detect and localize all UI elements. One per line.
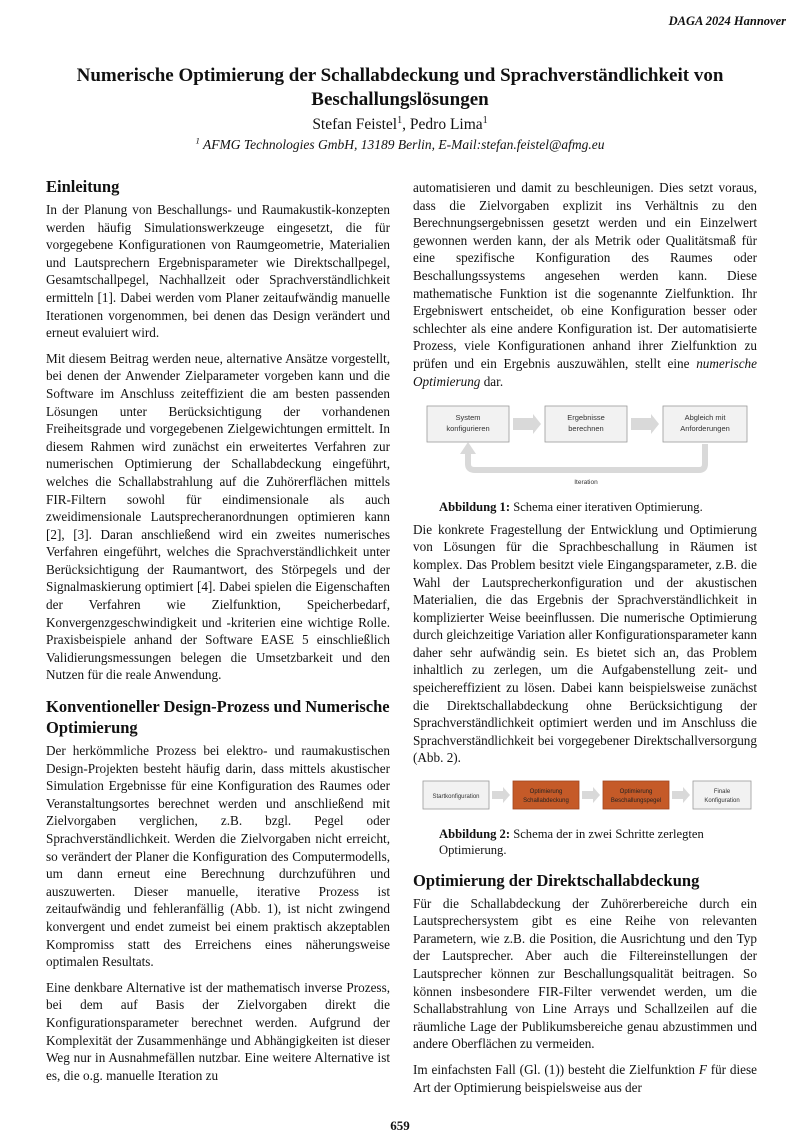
paragraph: In der Planung von Beschallungs- und Raumakustik-konzepten werden häufig Simulationswerkzeuge eingesetzt, die für vorgegebene Konfigurationen von Raumgeometrie, Materialien und Lautsprechern Ergebnisparameter wie Direktschallpegel, Gesamtschallpegel, Nachhallzeit oder Sprachverständlichkeit ermitteln [1]. Dabei werden vom Planer zeitaufwändig manuelle Iterationen vorgenommen, bei denen das Design verändert und erneut evaluiert wird. — [46, 202, 390, 341]
stage-3-line-2: Beschallungspegel — [610, 798, 662, 805]
process-box-3 — [663, 406, 747, 442]
stage-3-line-1: Optimierung — [619, 789, 653, 796]
paragraph-text: für diese Art der Optimierung beispielsweise aus der — [413, 1061, 757, 1095]
author-1: Stefan Feistel — [312, 116, 398, 133]
arrow-2 — [631, 414, 659, 434]
right-column — [413, 179, 757, 1104]
paragraph: Der herkömmliche Prozess bei elektro- und raumakustischen Design-Projekten besteht häufig darin, dass mittels akustischer Simulation Ergebnisse für eine Konfiguration des Raumes oder Veranstaltungsortes berechnet werden und anschließend mit Zielvorgaben verglichen, z.B. bzgl. Pegel oder Sprachverständlichkeit. Werden die Zielvorgaben nicht erreicht, so verändert der Planer die Konfiguration des Computermodells, um dann erneut eine Berechnung durchzuführen und auszuwerten. Dieser manuelle, iterative Prozess ist zeitaufwändig und fehleranfällig (Abb. 1), ist nicht zwingend konvergent und endet zumeist bei einem praktisch akzeptablen Kompromiss statt des Erreichens eines näherungsweise optimalen Resultats. — [46, 743, 390, 970]
stage-1-label: Startkonfiguration — [432, 794, 480, 801]
left-column — [46, 176, 390, 1092]
figure-1-caption — [439, 499, 757, 515]
title-block — [40, 64, 760, 154]
process-box-2 — [545, 406, 627, 442]
paragraph-text: Im einfachsten Fall (Gl. (1)) besteht die Zielfunktion — [413, 1061, 699, 1077]
arrow-b — [582, 787, 600, 803]
page-number: 659 — [390, 1118, 410, 1133]
stage-box-3 — [603, 781, 669, 809]
stage-2-line-2: Schallabdeckung — [523, 798, 569, 805]
affiliation-sup: 1 — [195, 135, 200, 146]
process-box-1 — [427, 406, 509, 442]
box-3-line-1: Abgleich mit — [684, 413, 726, 423]
stage-2-line-1: Optimierung — [529, 789, 563, 796]
paragraph-text: automatisieren und damit zu beschleunigen. Dies setzt voraus, dass die Zielvorgaben explizit ins Verhältnis zu den Berechnungsergebnissen gesetzt werden und ein Einzelwert gewonnen werden kann, der als Metrik oder Qualitätsmaß für eine spezifische Konfiguration des Raumes oder Beschallungssystems angesehen werden kann. Diese mathematische Funktion ist die sogenannte Zielfunktion. Ihr Ergebniswert entscheidet, ob eine Konfiguration besser oder schlechter als eine andere Konfiguration ist. Der automatisierte Prozess, viele Konfigurationen anhand ihrer Zielfunktion zu prüfen und ein Ergebnis auszuwählen, stellt eine — [413, 180, 757, 371]
box-1-line-1: System — [455, 413, 481, 423]
stage-box-1 — [423, 781, 489, 809]
arrow-c — [672, 787, 690, 803]
heading-optimierung-direktschallabdeckung: Optimierung der Direktschallabdeckung — [413, 870, 700, 890]
paragraph: Eine denkbare Alternative ist der mathematisch inverse Prozess, bei dem auf Basis der Zielvorgaben direkt die Konfigurationsparameter berechnet werden. Aufgrund der Komplexität der Zusammenhänge und Abhängigkeiten ist dieser Weg nur in Ausnahmefällen nutzbar. Eine weitere Alternative ist es, die o.g. manuelle Iteration zu — [46, 979, 390, 1083]
affiliation-text: AFMG Technologies GmbH, 13189 Berlin, E-Mail:stefan.feistel@afmg.eu — [199, 137, 605, 152]
box-1-line-2: konfigurieren — [446, 424, 490, 434]
conference-header: DAGA 2024 Hannover — [668, 14, 786, 28]
figure-1 — [413, 398, 757, 493]
paragraph-text: dar. — [480, 373, 504, 389]
caption-label: Abbildung 1: — [439, 499, 511, 514]
iteration-diagram — [413, 398, 757, 488]
arrow-a — [492, 787, 510, 803]
paragraph — [413, 1061, 757, 1096]
iteration-loop-arrow — [468, 444, 705, 470]
author-1-sup: 1 — [397, 114, 403, 126]
caption-text: Schema einer iterativen Optimierung. — [510, 499, 703, 514]
emphasis: numerische Optimierung — [413, 355, 757, 389]
figure-2 — [413, 775, 757, 820]
paper-title: Numerische Optimierung der Schallabdeckung und Sprachverständlichkeit von Beschallungslösungen — [76, 65, 724, 110]
paragraph — [413, 179, 757, 390]
stage-box-2 — [513, 781, 579, 809]
arrow-1 — [513, 414, 541, 434]
stage-4-line-2: Konfiguration — [704, 798, 740, 805]
box-3-line-2: Anforderungen — [680, 424, 730, 434]
caption-label: Abbildung 2: — [439, 826, 511, 841]
paragraph: Die konkrete Fragestellung der Entwicklung und Optimierung von Lösungen für die Sprachbeschallung in Räumen ist komplex. Das Problem besitzt viele Eingangsparameter, z.B. die Wahl der Lautsprecherkonfiguration und der akustischen Materialien, die das Ergebnis der Sprachverständlichkeit in komplizierter Weise beeinflussen. Die numerische Optimierung durch gleichzeitige Variation aller Konfigurationsparameter kann daher sehr aufwändig sein. Es bietet sich an, das Problem inhaltlich zu zerlegen, um die Aufgabenstellung zeit- und speichereffizient zu lösen. Dabei kann beispielsweise zunächst die Direktschallabdeckung ohne Berücksichtigung der Sprachverständlichkeit optimiert werden und im Anschluss die Sprachverständlichkeit bei vorgegebener Direktschallversorgung (Abb. 2). — [413, 521, 757, 766]
iteration-label: Iteration — [574, 479, 598, 487]
caption-text: Schema der in zwei Schritte zerlegten Optimierung. — [439, 826, 704, 857]
author-2: , Pedro Lima — [402, 116, 483, 133]
stage-box-4 — [693, 781, 751, 809]
authors — [40, 114, 760, 135]
affiliation — [40, 135, 760, 154]
author-2-sup: 1 — [482, 114, 488, 126]
paragraph: Für die Schallabdeckung der Zuhörerbereiche durch ein Lautsprechersystem gibt es eine Reihe von relevanten Parametern, wie z.B. die Position, die Ausrichtung und den Typ der Lautsprecher. Aber auch die Filtereinstellungen der Lautsprecher können zur Beschallungsqualität beitragen. So können insbesondere FIR-Filter verwendet werden, um die Schallabstrahlung von Line Arrays und Schallzeilen auf die räumliche Lage der Publikumsbereiche genau abzustimmen und andere Oberflächen zu vermeiden. — [413, 895, 757, 1052]
heading-konventioneller-design-prozess: Konventioneller Design-Prozess und Numerische Optimierung — [46, 697, 390, 738]
box-2-line-1: Ergebnisse — [567, 413, 605, 423]
stage-4-line-1: Finale — [713, 789, 731, 796]
emphasis: F — [698, 1061, 707, 1077]
box-2-line-2: berechnen — [568, 424, 604, 434]
figure-2-caption — [439, 826, 757, 858]
paragraph: Mit diesem Beitrag werden neue, alternative Ansätze vorgestellt, bei denen der Anwender Zielparameter vorgeben kann und die Software im Anschluss zeiteffizient die am besten passenden Lösungen unter Berücksichtigung der vorhandenen Freiheitsgrade und vorgegebenen Zielgewichtungen ermittelt. In diesem Rahmen wird zunächst ein erweitertes Verfahren zur numerischen Optimierung der Schallabdeckung eingeführt, welches die Schallabstrahlung auf die Zuhörerflächen mittels FIR-Filtern sowohl für eindimensionale als auch zweidimensionale Lautsprecheranordnungen optimieren kann [2], [3]. Daran anschließend wird ein zweites numerisches Verfahren eingeführt, welches die Sprachverständlichkeit unter Berücksichtigung der Raumantwort, des Störpegels und der Signalmaskierung optimiert [4]. Dabei spielen die Eigenschaften der Verfahren wie Zielfunktion, Speicherbedarf, Konvergenzgeschwindigkeit und -kriterien eine wichtige Rolle. Praxisbeispiele anhand der Software EASE 5 einschließlich Validierungsmessungen belegen die Umsetzbarkeit und den Nutzen für die reale Anwendung. — [46, 350, 390, 683]
heading-einleitung: Einleitung — [46, 177, 120, 196]
iteration-arrowhead — [460, 442, 476, 454]
two-step-diagram — [413, 775, 757, 815]
